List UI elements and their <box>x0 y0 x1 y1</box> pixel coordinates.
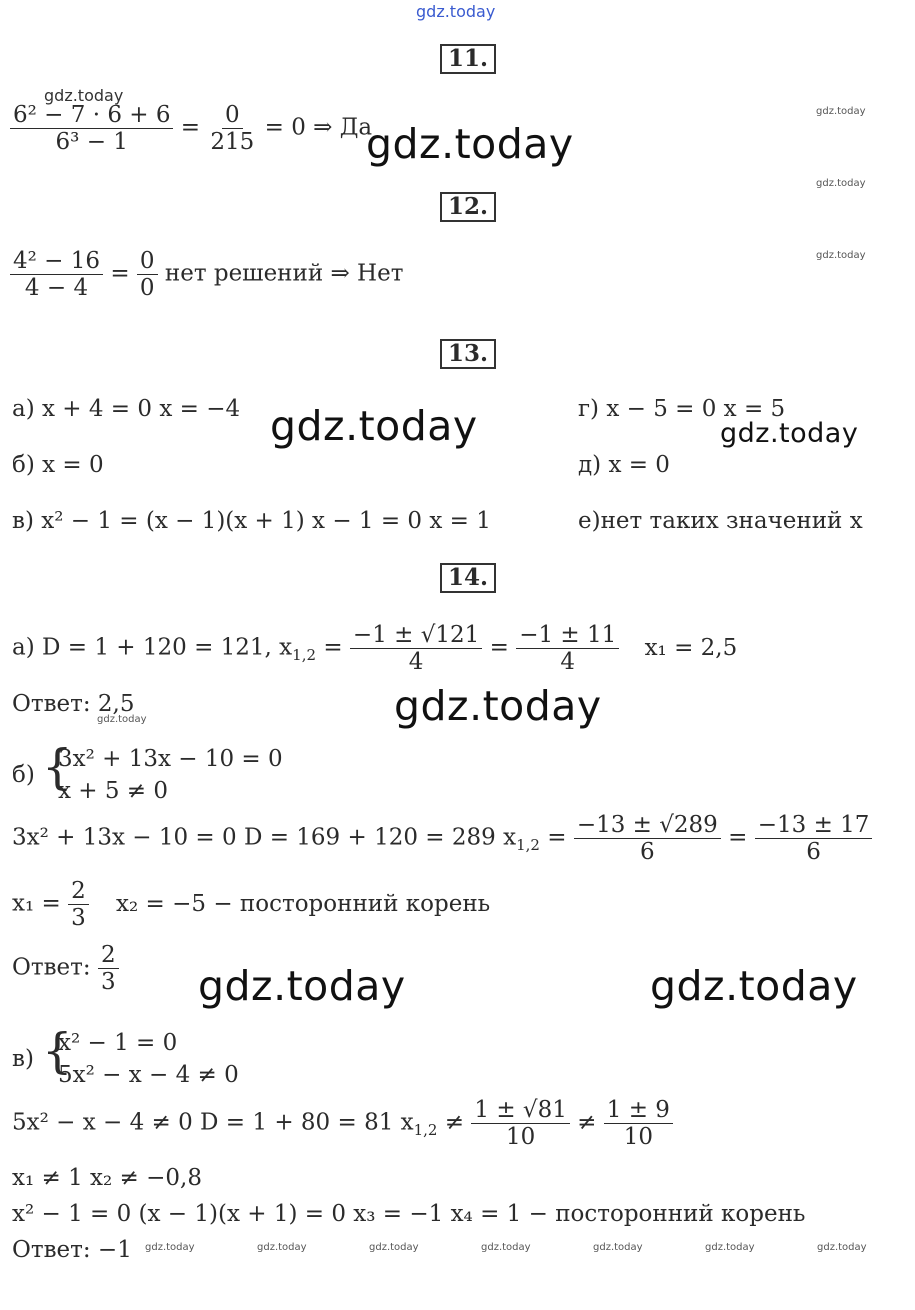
fraction-numerator: −13 ± √289 <box>574 812 721 839</box>
watermark-small: gdz.today <box>369 1242 419 1253</box>
equals-sign: = <box>180 114 201 141</box>
fraction <box>574 812 721 865</box>
watermark-big: gdz.today <box>198 962 406 1010</box>
task-13-g: г) x − 5 = 0 x = 5 <box>578 396 786 422</box>
watermark-small: gdz.today <box>816 106 866 117</box>
fraction <box>604 1097 673 1150</box>
task-12-number <box>440 192 496 222</box>
watermark-small: gdz.today <box>593 1242 643 1253</box>
task-number-box: 13. <box>440 339 496 369</box>
watermark-small: gdz.today <box>816 178 866 189</box>
watermark-big: gdz.today <box>650 962 858 1010</box>
watermark-small: gdz.today <box>816 250 866 261</box>
task-14-b-label: б) <box>12 762 35 788</box>
watermark-big: gdz.today <box>270 402 478 450</box>
fraction <box>68 878 89 931</box>
fraction-numerator: 1 ± √81 <box>471 1097 569 1124</box>
task-11-expression <box>10 102 372 155</box>
task-14-v-label: в) <box>12 1046 34 1072</box>
fraction-numerator: 0 <box>137 248 158 275</box>
fraction-numerator: 2 <box>68 878 89 905</box>
fraction-numerator: −13 ± 17 <box>755 812 873 839</box>
task-number-box: 12. <box>440 192 496 222</box>
watermark-small: gdz.today <box>817 1242 867 1253</box>
watermark-big: gdz.today <box>366 120 574 168</box>
fraction <box>10 102 173 155</box>
system-eq-2: x + 5 ≠ 0 <box>58 778 169 804</box>
equals-sign: = <box>110 260 130 287</box>
fraction <box>471 1097 569 1150</box>
subscript: 1,2 <box>292 646 317 665</box>
system-brace: { <box>42 739 73 795</box>
watermark-small: gdz.today <box>481 1242 531 1253</box>
fraction-denominator: 4 <box>408 649 424 675</box>
fraction <box>350 622 482 675</box>
system-brace: { <box>42 1023 73 1079</box>
fraction-numerator: 0 <box>222 102 243 129</box>
fraction <box>755 812 873 865</box>
x2-value: x₂ = −5 − посторонний корень <box>116 890 491 917</box>
watermark-big: gdz.today <box>394 682 602 730</box>
task-13-number <box>440 339 496 369</box>
task-13-b: б) x = 0 <box>12 452 104 478</box>
task-13-e: е)нет таких значений x <box>578 508 863 534</box>
task-14-number <box>440 563 496 593</box>
task-11-number <box>440 44 496 74</box>
task-14-b-line <box>12 812 872 865</box>
answer-label: Ответ: <box>12 954 91 981</box>
task-number-box: 14. <box>440 563 496 593</box>
fraction-denominator: 6³ − 1 <box>55 129 128 155</box>
fraction-numerator: 1 ± 9 <box>604 1097 673 1124</box>
task-12-expression <box>10 248 403 301</box>
watermark-small: gdz.today <box>145 1242 195 1253</box>
watermark-big: gdz.today <box>720 418 859 449</box>
equals-sign: = <box>547 824 567 851</box>
equals-sign: = <box>323 634 343 661</box>
task-14-a-answer: Ответ: 2,5 <box>12 691 135 717</box>
fraction <box>98 942 119 995</box>
fraction-denominator: 0 <box>139 275 155 301</box>
expression-tail: = 0 ⇒ Да <box>264 114 373 141</box>
watermark-top: gdz.today <box>416 2 496 21</box>
fraction-denominator: 6 <box>640 839 655 865</box>
task-13-v: в) x² − 1 = (x − 1)(x + 1) x − 1 = 0 x = 1 <box>12 508 491 534</box>
fraction-numerator: 6² − 7 · 6 + 6 <box>10 102 173 129</box>
fraction-denominator: 4 <box>560 649 576 675</box>
system-eq-2: 5x² − x − 4 ≠ 0 <box>58 1062 239 1088</box>
system-eq-1: x² − 1 = 0 <box>58 1030 178 1056</box>
b-discriminant: 3x² + 13x − 10 = 0 D = 169 + 120 = 289 x <box>12 824 517 851</box>
watermark-small: gdz.today <box>705 1242 755 1253</box>
task-14-v-answer: Ответ: −1 <box>12 1237 132 1263</box>
task-14-b-roots <box>12 878 490 931</box>
fraction-denominator: 3 <box>71 905 86 931</box>
fraction-denominator: 10 <box>623 1124 653 1150</box>
fraction-numerator: −1 ± 11 <box>516 622 619 649</box>
neq-sign: ≠ <box>577 1109 597 1136</box>
task-14-v-roots: x₁ ≠ 1 x₂ ≠ −0,8 <box>12 1165 202 1191</box>
a-discriminant: а) D = 1 + 120 = 121, x <box>12 634 293 661</box>
neq-sign: ≠ <box>444 1109 465 1136</box>
subscript: 1,2 <box>413 1121 438 1140</box>
task-13-d: д) x = 0 <box>578 452 670 478</box>
fraction <box>516 622 619 675</box>
fraction <box>207 102 257 155</box>
task-14-v-equation: x² − 1 = 0 (x − 1)(x + 1) = 0 x₃ = −1 x₄ = 1 − посторонний корень <box>12 1201 806 1227</box>
fraction <box>10 248 103 301</box>
watermark-small: gdz.today <box>97 714 147 725</box>
task-14-b-answer <box>12 942 119 995</box>
fraction-denominator: 3 <box>100 969 116 995</box>
task-14-a-line <box>12 622 737 675</box>
v-discriminant: 5x² − x − 4 ≠ 0 D = 1 + 80 = 81 x <box>12 1109 414 1136</box>
fraction-denominator: 6 <box>806 839 821 865</box>
watermark-small: gdz.today <box>44 86 124 105</box>
equals-sign: = <box>728 824 748 851</box>
fraction-numerator: 4² − 16 <box>10 248 103 275</box>
fraction-denominator: 4 − 4 <box>24 275 89 301</box>
x1-lhs: x₁ = <box>12 890 61 917</box>
task-14-v-line <box>12 1097 673 1150</box>
equals-sign: = <box>489 634 509 661</box>
watermark-small: gdz.today <box>257 1242 307 1253</box>
root-value: x₁ = 2,5 <box>644 634 738 661</box>
fraction <box>137 248 158 301</box>
subscript: 1,2 <box>516 836 540 855</box>
expression-tail: нет решений ⇒ Нет <box>164 260 404 287</box>
task-number-box: 11. <box>440 44 496 74</box>
task-13-a: а) x + 4 = 0 x = −4 <box>12 396 241 422</box>
fraction-numerator: 2 <box>98 942 119 969</box>
fraction-denominator: 215 <box>210 129 255 155</box>
system-eq-1: 3x² + 13x − 10 = 0 <box>58 746 283 772</box>
fraction-denominator: 10 <box>505 1124 536 1150</box>
fraction-numerator: −1 ± √121 <box>350 622 482 649</box>
